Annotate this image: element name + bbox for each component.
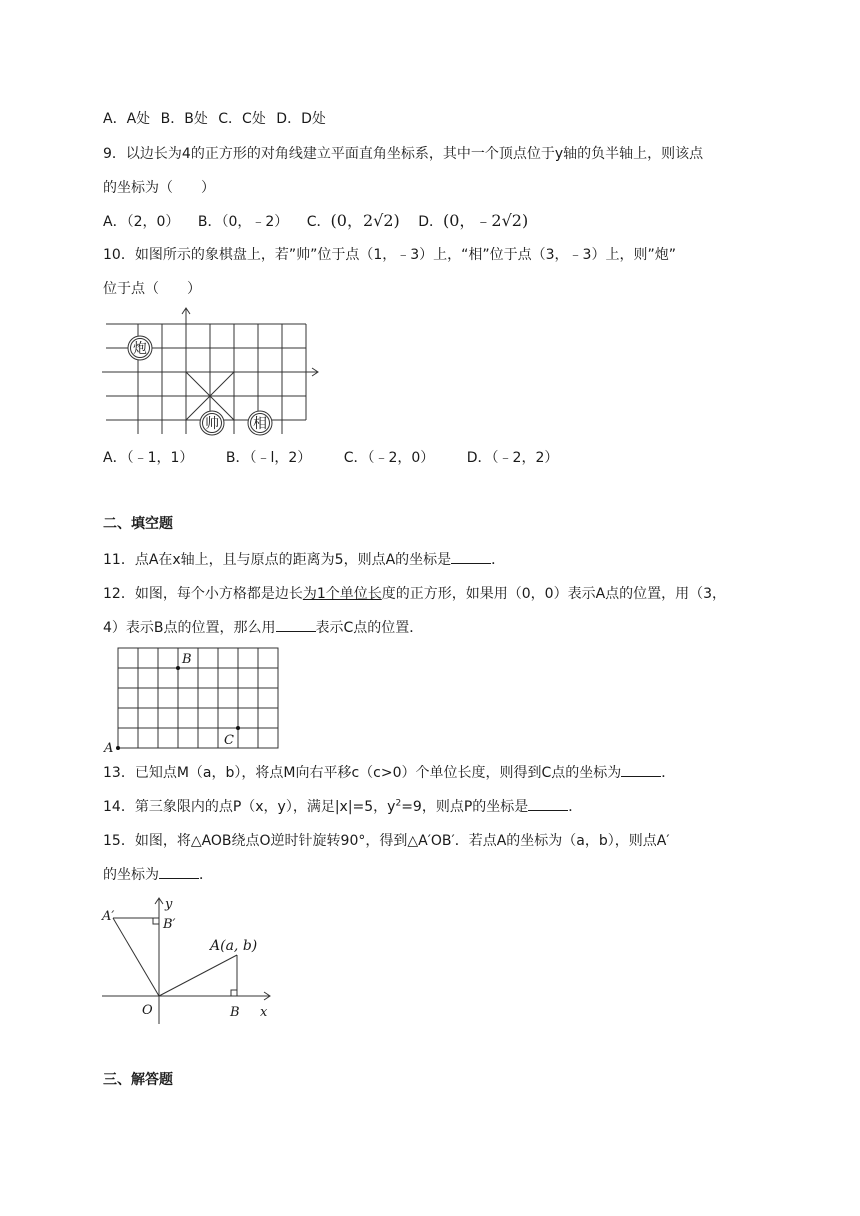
grid-figure [100,644,282,756]
point-c [236,726,240,730]
q12-blank [276,619,316,632]
q10-option-b: B．（﹣l，2） [225,450,312,466]
q15-line2 [103,866,213,884]
q14-text-a: 14．第三象限内的点P（x，y），满足|x|=5，y [103,799,396,815]
point-b [176,666,180,670]
q8-option-c: C．C处 [218,111,266,127]
q8-option-d: D．D处 [276,111,326,127]
q10-option-c: C．（﹣2，0） [343,450,435,466]
label-a: A [104,741,114,756]
q12-line2 [103,619,423,637]
q9-line2: 的坐标为（ ） [103,180,215,196]
q11 [103,551,505,569]
q10-line2: 位于点（ ） [103,281,201,297]
q15-blank [159,866,199,879]
q12-line2-b: 表示C点的位置． [315,620,424,636]
q12-line1-underlined: 为1个单位长 [302,586,382,602]
q9-option-a: A．（2，0） [103,214,180,230]
q12-line1-b: 度的正方形，如果用（0，0）表示A点的位置，用（3， [381,586,727,602]
q9-option-d-value: (0，﹣2√2) [442,211,529,230]
q15-line1: 15．如图，将△AOB绕点O逆时针旋转90°，得到△A′OB′．若点A的坐标为（a，b），则点A′ [103,833,670,849]
q11-text: 11．点A在x轴上，且与原点的距离为5，则点A的坐标是 [103,552,452,568]
q14-blank [528,798,568,811]
label-b-prime: B′ [163,917,176,932]
label-o: O [142,1003,153,1018]
section-3-heading: 三、解答题 [103,1072,173,1088]
q9-option-c-label: C． [306,214,331,230]
q12-line2-a: 4）表示B点的位置，那么用 [103,620,276,636]
q14 [103,798,582,816]
point-a [116,746,120,750]
q13-end: ． [661,765,676,781]
q13-blank [621,764,661,777]
label-x: x [260,1005,268,1020]
piece-xiang: 相 [253,416,267,432]
q9-option-d-label: D． [418,214,443,230]
q8-options [103,110,326,128]
q14-sup: 2 [395,798,402,809]
label-y: y [165,897,173,912]
q15-line2-a: 的坐标为 [103,867,159,883]
q11-blank [451,551,491,564]
piece-pao: 炮 [133,341,147,357]
q10-line1: 10．如图所示的象棋盘上，若”帅”位于点（1，﹣3）上，“相”位于点（3，﹣3）上，则”炮” [103,247,676,263]
rotation-figure [100,892,280,1024]
q10-option-a: A．（﹣1，1） [103,450,194,466]
q9-option-b: B．（0，﹣2） [197,214,289,230]
q12-line1-a: 12．如图，每个小方格都是边长 [103,586,303,602]
q13 [103,764,675,782]
label-c: C [224,733,234,748]
q8-option-b: B．B处 [160,111,208,127]
q12-line1 [103,585,726,603]
label-a-prime: A′ [102,909,115,924]
q8-option-a: A．A处 [103,111,151,127]
q10-options [103,449,558,467]
chessboard-figure [100,306,322,438]
label-b: B [230,1005,240,1020]
label-a: A(a, b) [210,938,258,954]
q9-option-c-value: (0，2√2) [330,211,400,230]
q15-line2-b: ． [199,867,213,883]
q13-text: 13．已知点M（a，b），将点M向右平移c（c>0）个单位长度，则得到C点的坐标为 [103,765,622,781]
q9-line1: 9．以边长为4的正方形的对角线建立平面直角坐标系，其中一个顶点位于y轴的负半轴上，则该点 [103,146,704,162]
q10-option-d: D．（﹣2，2） [466,450,559,466]
q14-text-b: =9，则点P的坐标是 [401,799,529,815]
q11-end: ． [491,552,506,568]
section-2-heading: 二、填空题 [103,516,173,532]
label-b: B [182,652,192,667]
q9-options [103,212,528,231]
piece-shuai: 帅 [205,416,219,432]
q14-end: ． [568,799,583,815]
